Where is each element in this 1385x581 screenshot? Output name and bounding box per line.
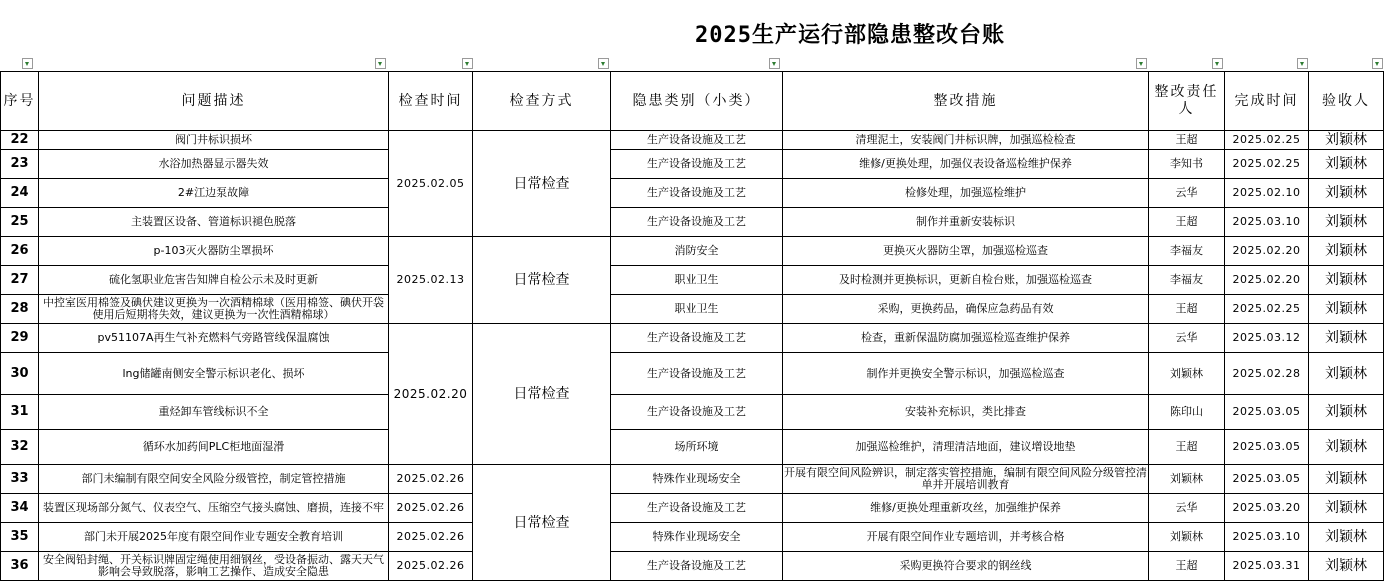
acceptor-cell[interactable]: 刘颖林 [1309,295,1384,324]
person-cell[interactable]: 王超 [1149,430,1225,465]
done-date-cell[interactable]: 2025.03.05 [1225,395,1309,430]
measure-cell[interactable]: 检修处理，加强巡检维护 [783,179,1149,208]
seq-cell[interactable]: 31 [1,395,39,430]
measure-cell[interactable]: 采购更换符合要求的钢丝线 [783,552,1149,581]
check-date-cell[interactable]: 2025.02.05 [389,131,473,237]
category-cell[interactable]: 生产设备设施及工艺 [611,131,783,150]
desc-cell[interactable]: 水浴加热器显示器失效 [39,150,389,179]
measure-cell[interactable]: 开展有限空间风险辨识，制定落实管控措施，编制有限空间风险分级管控清单并开展培训教育 [783,465,1149,494]
seq-cell[interactable]: 23 [1,150,39,179]
category-cell[interactable]: 消防安全 [611,237,783,266]
header-cell[interactable]: 检查方式 [473,72,611,131]
done-date-cell[interactable]: 2025.02.10 [1225,179,1309,208]
desc-cell[interactable]: 重烃卸车管线标识不全 [39,395,389,430]
acceptor-cell[interactable]: 刘颖林 [1309,266,1384,295]
table-row [1,295,1384,324]
header-cell[interactable]: 完成时间 [1225,72,1309,131]
measure-cell[interactable]: 维修/更换处理，加强仪表设备巡检维护保养 [783,150,1149,179]
header-cell[interactable]: 整改责任人 [1149,72,1225,131]
acceptor-cell[interactable]: 刘颖林 [1309,465,1384,494]
person-cell[interactable]: 刘颖林 [1149,465,1225,494]
acceptor-cell[interactable]: 刘颖林 [1309,208,1384,237]
category-cell[interactable]: 生产设备设施及工艺 [611,494,783,523]
hazard-ledger-table [0,71,1384,581]
done-date-cell[interactable]: 2025.02.20 [1225,266,1309,295]
filter-dropdown-icon[interactable] [598,58,609,69]
table-row [1,430,1384,465]
desc-cell[interactable]: lng储罐南侧安全警示标识老化、损坏 [39,353,389,395]
check-method-cell[interactable]: 日常检查 [473,465,611,581]
desc-cell[interactable]: 部门未开展2025年度有限空间作业专题安全教育培训 [39,523,389,552]
done-date-cell[interactable]: 2025.02.28 [1225,353,1309,395]
desc-cell[interactable]: pv51107A再生气补充燃料气旁路管线保温腐蚀 [39,324,389,353]
seq-cell[interactable]: 28 [1,295,39,324]
table-row [1,237,1384,266]
table-row [1,465,1384,494]
category-cell[interactable]: 场所环境 [611,430,783,465]
person-cell[interactable]: 陈印山 [1149,395,1225,430]
filter-dropdown-icon[interactable] [1212,58,1223,69]
seq-cell[interactable]: 36 [1,552,39,581]
person-cell[interactable]: 云华 [1149,494,1225,523]
header-cell[interactable]: 整改措施 [783,72,1149,131]
table-row [1,494,1384,523]
filter-dropdown-icon[interactable] [462,58,473,69]
measure-cell[interactable]: 加强巡检维护，清理清洁地面，建议增设地垫 [783,430,1149,465]
measure-cell[interactable]: 采购，更换药品，确保应急药品有效 [783,295,1149,324]
category-cell[interactable]: 生产设备设施及工艺 [611,208,783,237]
check-date-cell[interactable]: 2025.02.26 [389,494,473,523]
check-date-cell[interactable]: 2025.02.26 [389,523,473,552]
seq-cell[interactable]: 33 [1,465,39,494]
table-row [1,150,1384,179]
table-row [1,395,1384,430]
measure-cell[interactable]: 制作并重新安装标识 [783,208,1149,237]
header-cell[interactable]: 序号 [1,72,39,131]
category-cell[interactable]: 生产设备设施及工艺 [611,179,783,208]
header-cell[interactable]: 检查时间 [389,72,473,131]
header-cell[interactable]: 隐患类别（小类） [611,72,783,131]
check-date-cell[interactable]: 2025.02.13 [389,237,473,324]
acceptor-cell[interactable]: 刘颖林 [1309,150,1384,179]
category-cell[interactable]: 特殊作业现场安全 [611,465,783,494]
person-cell[interactable]: 刘颖林 [1149,523,1225,552]
desc-cell[interactable]: 2#江边泵故障 [39,179,389,208]
category-cell[interactable]: 生产设备设施及工艺 [611,353,783,395]
check-method-cell[interactable]: 日常检查 [473,237,611,324]
table-row [1,179,1384,208]
desc-cell[interactable]: 循环水加药间PLC柜地面湿滑 [39,430,389,465]
seq-cell[interactable]: 34 [1,494,39,523]
done-date-cell[interactable]: 2025.02.25 [1225,131,1309,150]
acceptor-cell[interactable]: 刘颖林 [1309,552,1384,581]
check-date-cell[interactable]: 2025.02.20 [389,324,473,465]
done-date-cell[interactable]: 2025.02.25 [1225,150,1309,179]
done-date-cell[interactable]: 2025.03.20 [1225,494,1309,523]
filter-dropdown-icon[interactable] [769,58,780,69]
acceptor-cell[interactable]: 刘颖林 [1309,131,1384,150]
person-cell[interactable]: 王超 [1149,131,1225,150]
seq-cell[interactable]: 24 [1,179,39,208]
table-row [1,523,1384,552]
desc-cell[interactable]: 阀门井标识损坏 [39,131,389,150]
desc-cell[interactable]: 中控室医用棉签及碘伏建议更换为一次酒精棉球（医用棉签、碘伏开袋使用后短期将失效，建议更换为一次性酒精棉球） [39,295,389,324]
filter-dropdown-icon[interactable] [1372,58,1383,69]
measure-cell[interactable]: 检查，重新保温防腐加强巡检巡查维护保养 [783,324,1149,353]
seq-cell[interactable]: 35 [1,523,39,552]
filter-dropdown-icon[interactable] [1297,58,1308,69]
category-cell[interactable]: 生产设备设施及工艺 [611,395,783,430]
autofilter-row [0,56,1385,70]
category-cell[interactable]: 生产设备设施及工艺 [611,552,783,581]
person-cell[interactable]: 李知书 [1149,150,1225,179]
header-row [1,72,1384,131]
table-row [1,266,1384,295]
person-cell[interactable]: 李福友 [1149,237,1225,266]
seq-cell[interactable]: 27 [1,266,39,295]
desc-cell[interactable]: 装置区现场部分氮气、仪表空气、压缩空气接头腐蚀、磨损，连接不牢 [39,494,389,523]
table-row [1,324,1384,353]
seq-cell[interactable]: 32 [1,430,39,465]
measure-cell[interactable]: 安装补充标识，类比排查 [783,395,1149,430]
acceptor-cell[interactable]: 刘颖林 [1309,395,1384,430]
person-cell[interactable]: 王超 [1149,552,1225,581]
measure-cell[interactable]: 及时检测并更换标识，更新自检台账，加强巡检巡查 [783,266,1149,295]
measure-cell[interactable]: 清理泥土，安装阀门井标识牌，加强巡检检查 [783,131,1149,150]
acceptor-cell[interactable]: 刘颖林 [1309,523,1384,552]
desc-cell[interactable]: 主装置区设备、管道标识褪色脱落 [39,208,389,237]
acceptor-cell[interactable]: 刘颖林 [1309,324,1384,353]
measure-cell[interactable]: 制作并更换安全警示标识，加强巡检巡查 [783,353,1149,395]
person-cell[interactable]: 王超 [1149,208,1225,237]
desc-cell[interactable]: p-103灭火器防尘罩损坏 [39,237,389,266]
done-date-cell[interactable]: 2025.03.05 [1225,430,1309,465]
done-date-cell[interactable]: 2025.03.31 [1225,552,1309,581]
seq-cell[interactable]: 25 [1,208,39,237]
desc-cell[interactable]: 硫化氢职业危害告知牌自检公示未及时更新 [39,266,389,295]
table-row [1,208,1384,237]
category-cell[interactable]: 生产设备设施及工艺 [611,324,783,353]
header-cell[interactable]: 问题描述 [39,72,389,131]
measure-cell[interactable]: 开展有限空间作业专题培训，并考核合格 [783,523,1149,552]
seq-cell[interactable]: 30 [1,353,39,395]
acceptor-cell[interactable]: 刘颖林 [1309,494,1384,523]
done-date-cell[interactable]: 2025.02.25 [1225,295,1309,324]
measure-cell[interactable]: 维修/更换处理重新攻丝，加强维护保养 [783,494,1149,523]
desc-cell[interactable]: 安全阀铅封绳、开关标识牌固定绳使用细钢丝，受设备振动、露天天气影响会导致脱落，影响工艺操作、造成安全隐患 [39,552,389,581]
seq-cell[interactable]: 26 [1,237,39,266]
desc-cell[interactable]: 部门未编制有限空间安全风险分级管控，制定管控措施 [39,465,389,494]
person-cell[interactable]: 刘颖林 [1149,353,1225,395]
done-date-cell[interactable]: 2025.03.05 [1225,465,1309,494]
seq-cell[interactable]: 22 [1,131,39,150]
measure-cell[interactable]: 更换灭火器防尘罩，加强巡检巡查 [783,237,1149,266]
person-cell[interactable]: 李福友 [1149,266,1225,295]
person-cell[interactable]: 云华 [1149,324,1225,353]
table-row [1,353,1384,395]
person-cell[interactable]: 云华 [1149,179,1225,208]
check-date-cell[interactable]: 2025.02.26 [389,552,473,581]
person-cell[interactable]: 王超 [1149,295,1225,324]
done-date-cell[interactable]: 2025.03.12 [1225,324,1309,353]
acceptor-cell[interactable]: 刘颖林 [1309,353,1384,395]
done-date-cell[interactable]: 2025.03.10 [1225,523,1309,552]
sheet-title: 2025生产运行部隐患整改台账 [695,23,1005,48]
check-method-cell[interactable]: 日常检查 [473,131,611,237]
acceptor-cell[interactable]: 刘颖林 [1309,179,1384,208]
acceptor-cell[interactable]: 刘颖林 [1309,430,1384,465]
category-cell[interactable]: 职业卫生 [611,266,783,295]
filter-dropdown-icon[interactable] [1136,58,1147,69]
table-row [1,552,1384,581]
category-cell[interactable]: 特殊作业现场安全 [611,523,783,552]
done-date-cell[interactable]: 2025.03.10 [1225,208,1309,237]
category-cell[interactable]: 职业卫生 [611,295,783,324]
filter-dropdown-icon[interactable] [375,58,386,69]
seq-cell[interactable]: 29 [1,324,39,353]
check-method-cell[interactable]: 日常检查 [473,324,611,465]
done-date-cell[interactable]: 2025.02.20 [1225,237,1309,266]
table-row [1,131,1384,150]
category-cell[interactable]: 生产设备设施及工艺 [611,150,783,179]
check-date-cell[interactable]: 2025.02.26 [389,465,473,494]
header-cell[interactable]: 验收人 [1309,72,1384,131]
acceptor-cell[interactable]: 刘颖林 [1309,237,1384,266]
filter-dropdown-icon[interactable] [22,58,33,69]
